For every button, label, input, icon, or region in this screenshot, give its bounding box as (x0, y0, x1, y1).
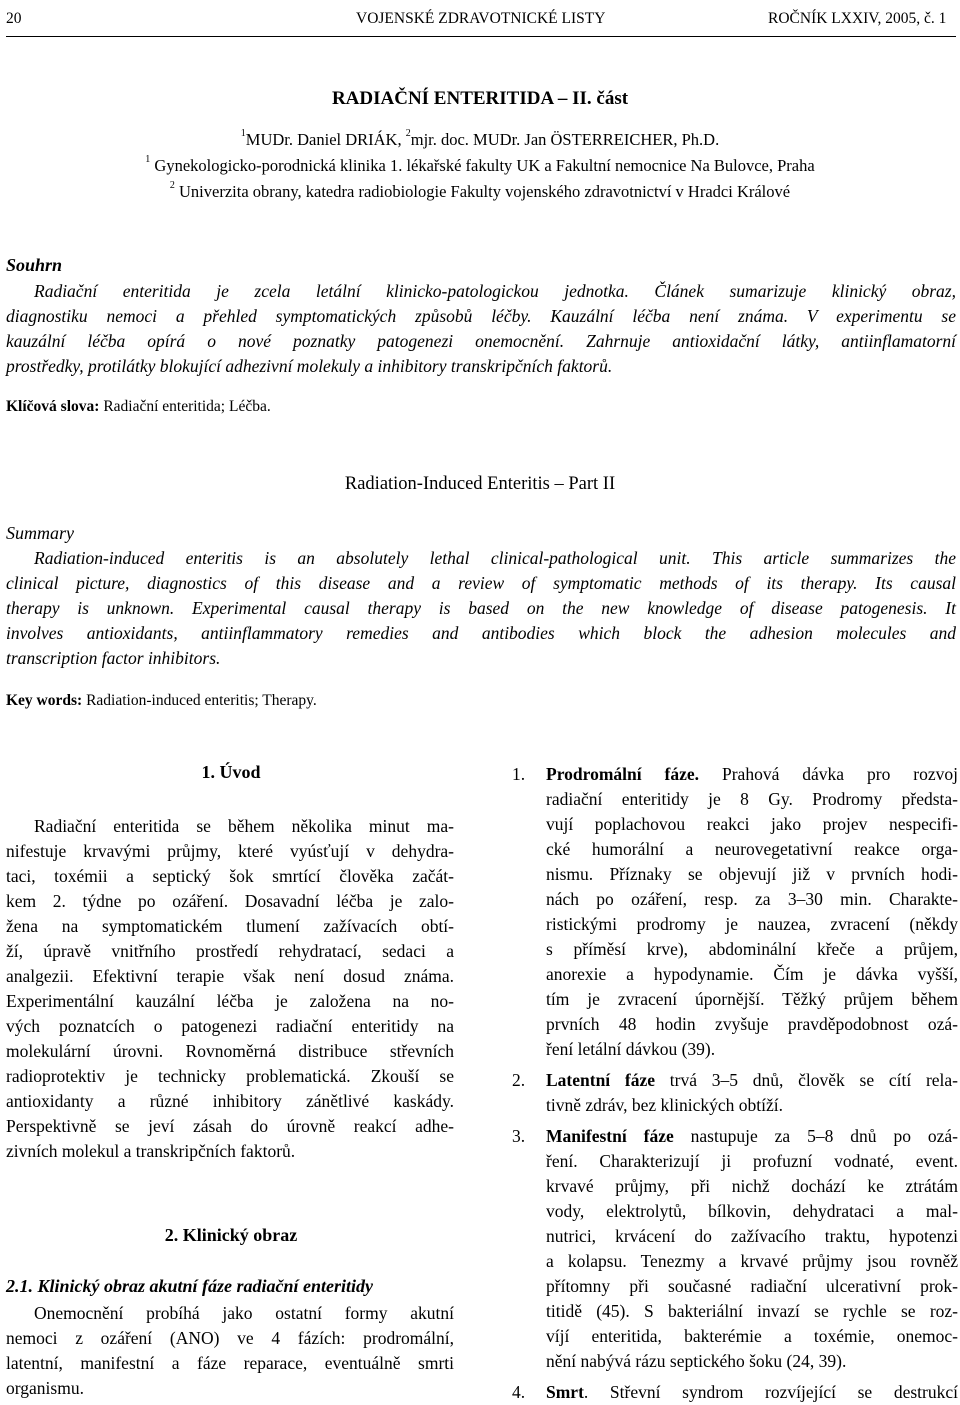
clinical-line: latentní, manifestní a fáze reparace, eventuálně smrti (6, 1353, 454, 1373)
phase-number: 4. (512, 1382, 526, 1402)
clinical-paragraph (6, 1301, 454, 1401)
phase-line: ristickými prodromy je nauzea, zvracení (někdy (546, 914, 958, 934)
phase-term: Latentní fáze (546, 1070, 656, 1090)
affiliation-sup: 2 (169, 180, 175, 191)
authors (0, 130, 960, 150)
affiliation-text: Univerzita obrany, katedra radiobiologie Fakulty vojenského zdravotnictví v Hradci Králové (179, 182, 791, 201)
intro-line: molekulární úrovni. Rovnoměrná distribuce střevních (6, 1041, 454, 1061)
summary-line: transcription factor inhibitors. (6, 648, 221, 668)
phase-line: titidě (45). S bakteriální invazí se rychle se roz- (546, 1301, 958, 1321)
intro-line: kem 2. týdne po ozáření. Dosavadní léčba je zalo- (6, 891, 454, 911)
phase-number: 3. (512, 1126, 526, 1146)
phase-line: radiační enteritidy je 8 Gy. Prodromy předsta- (546, 789, 958, 809)
journal-volume: ROČNÍK LXXIV, 2005, č. 1 (768, 10, 947, 27)
heading-uvod: 1. Úvod (201, 762, 261, 782)
phase-line: tivně zdráv, bez klinických obtíží. (546, 1095, 783, 1115)
summary-line: involves antioxidants, antiinflammatory remedies and antibodies which block the adhesion molecules and (6, 623, 956, 643)
article-title: RADIAČNÍ ENTERITIDA – II. část (331, 88, 629, 109)
phase-line: prvních 48 hodin zvyšuje pravděpodobnost ozá- (546, 1014, 958, 1034)
key-words (6, 692, 317, 710)
phase-line: nách po ozáření, resp. za 3–30 min. Charakte- (546, 889, 958, 909)
intro-line: žena na symptomatickém tlumení zažívacích obtí- (6, 916, 454, 936)
phase-line: ření letální dávkou (39). (546, 1039, 716, 1059)
intro-line: antioxidanty a různé inhibitory zánětlivé kaskády. (6, 1091, 454, 1111)
summary-line: therapy is unknown. Experimental causal therapy is based on the new knowledge of disease patogenesis. It (6, 598, 956, 618)
phase-item (512, 1068, 958, 1118)
souhrn-label: Souhrn (6, 255, 63, 275)
key-words-label: Key words: (6, 692, 83, 709)
phase-item (512, 762, 958, 1062)
intro-line: Radiační enteritida se během několika minut ma- (34, 816, 454, 836)
clinical-line: Onemocnění probíhá jako ostatní formy akutní (34, 1303, 454, 1323)
intro-paragraph (6, 814, 454, 1164)
clinical-line: nemoci z ozáření (ANO) ve 4 fázích: prodromální, (6, 1328, 454, 1348)
phase-line: anorexie a hypodynamie. Čím je dávka vyšší, (546, 964, 958, 984)
souhrn-line: Radiační enteritida je zcela letální klinicko-patologickou jednotka. Článek sumarizuje klinický obraz, (34, 281, 956, 301)
souhrn-text (6, 279, 956, 379)
phase-item (512, 1380, 958, 1405)
phase-line: a kolapsu. Tenezmy a krvavé průjmy jsou rovněž (546, 1251, 958, 1271)
phase-line: přítomny při současné radiační ulcerativní prok- (546, 1276, 958, 1296)
phase-term: Manifestní fáze (546, 1126, 674, 1146)
phase-line: . Střevní syndrom rozvíjející se destrukcí (583, 1382, 958, 1402)
phase-line: Prahová dávka pro rozvoj (699, 764, 958, 784)
souhrn-line: prostředky, protilátky blokující adhezivní molekuly a inhibitory transkripčních faktorů. (6, 356, 613, 376)
intro-line: vých poznatcích o patogenezi radiační enteritidy na (6, 1016, 454, 1036)
journal-name: VOJENSKÉ ZDRAVOTNICKÉ LISTY (356, 10, 606, 27)
phase-line: nismu. Příznaky se objevují již v prvních hodi- (546, 864, 958, 884)
phase-line: tím je zvracení úpornější. Těžký průjem během (546, 989, 958, 1009)
phase-term: Smrt (546, 1382, 584, 1402)
summary-text (6, 546, 956, 671)
phase-line: vody, elektrolytů, bílkovin, dehydrataci a mal- (546, 1201, 958, 1221)
affiliation-sup: 1 (145, 154, 151, 165)
affiliation-text: Gynekologicko-porodnická klinika 1. lékařské fakulty UK a Fakultní nemocnice Na Bulovce, Praha (154, 156, 815, 175)
author-sup-2: 2 (405, 128, 411, 139)
clinical-line: organismu. (6, 1378, 84, 1398)
english-title: Radiation-Induced Enteritis – Part II (344, 474, 616, 494)
phase-line: cké humorální a neurovegetativní reakce orga- (546, 839, 958, 859)
intro-line: zivních molekul a transkripčních faktorů. (6, 1141, 296, 1161)
author-2: mjr. doc. MUDr. Jan ÖSTERREICHER, Ph.D. (410, 130, 720, 149)
phase-line: nutrici, krvácení do zažívacího traktu, hypotenzi (546, 1226, 958, 1246)
summary-line: clinical picture, diagnostics of this disease and a review of symptomatic methods of its therapy. Its causal (6, 573, 956, 593)
phase-line: krvavé průjmy, při nichž dochází ke ztrátám (546, 1176, 958, 1196)
intro-line: radioprotektiv je technicky problematická. Zkouší se (6, 1066, 454, 1086)
subheading-akutni-faze: 2.1. Klinický obraz akutní fáze radiační enteritidy (6, 1276, 374, 1296)
phase-number: 1. (512, 764, 526, 784)
intro-line: Perspektivně se jeví zásah do úrovně reakcí adhe- (6, 1116, 454, 1136)
phase-line: nastupuje za 5–8 dnů po ozá- (673, 1126, 958, 1146)
author-sup-1: 1 (240, 128, 246, 139)
affiliation-2 (0, 182, 960, 202)
souhrn-line: kauzální léčba opírá o nové poznatky patogenezi onemocnění. Zahrnuje antioxidační látky, antiinflamatorní (6, 331, 956, 351)
intro-line: ží, úpravě vnitřního prostředí rehydratací, sedaci a (6, 941, 454, 961)
intro-line: analgezii. Efektivní terapie však není dosud známa. (6, 966, 454, 986)
phases-list (512, 762, 958, 1405)
page-number: 20 (6, 10, 22, 27)
summary-line: Radiation-induced enteritis is an absolutely lethal clinical-pathological unit. This article summarizes the (34, 548, 956, 568)
intro-line: Experimentální kauzální léčba je založena na no- (6, 991, 454, 1011)
klicova-slova-label: Klíčová slova: (6, 398, 100, 415)
phase-number: 2. (512, 1070, 526, 1090)
intro-line: taci, toxémii a septický šok smrtící člověka začát- (6, 866, 454, 886)
phase-line: vují poplachovou reakci jako projev nespecifi- (546, 814, 958, 834)
phase-line: ření. Charakterizují ji profuzní vodnaté, event. (546, 1151, 958, 1171)
phase-line: s příměsí krve), abdominální křeče a průjem, (546, 939, 958, 959)
header-rule (6, 36, 956, 37)
author-1: MUDr. Daniel DRIÁK, (245, 130, 406, 149)
phase-term: Prodromální fáze. (546, 764, 700, 784)
affiliation-1 (0, 156, 960, 176)
phase-line: víjí enteritida, bakterémie a toxémie, onemoc- (546, 1326, 958, 1346)
phase-line: trvá 3–5 dnů, člověk se cítí rela- (655, 1070, 958, 1090)
phase-item (512, 1124, 958, 1374)
souhrn-line: diagnostiku nemoci a přehled symptomatických způsobů léčby. Kauzální léčba není známa. V experimentu se (6, 306, 956, 326)
summary-label: Summary (6, 523, 74, 543)
intro-line: nifestuje krvavými průjmy, které vyúsťují v dehydra- (6, 841, 454, 861)
key-words-value: Radiation-induced enteritis; Therapy. (86, 692, 317, 709)
klicova-slova (6, 398, 271, 416)
klicova-slova-value: Radiační enteritida; Léčba. (103, 398, 271, 415)
phase-line: nění nabývá rázu septického šoku (24, 39). (546, 1351, 847, 1371)
heading-klinicky-obraz: 2. Klinický obraz (164, 1225, 298, 1245)
